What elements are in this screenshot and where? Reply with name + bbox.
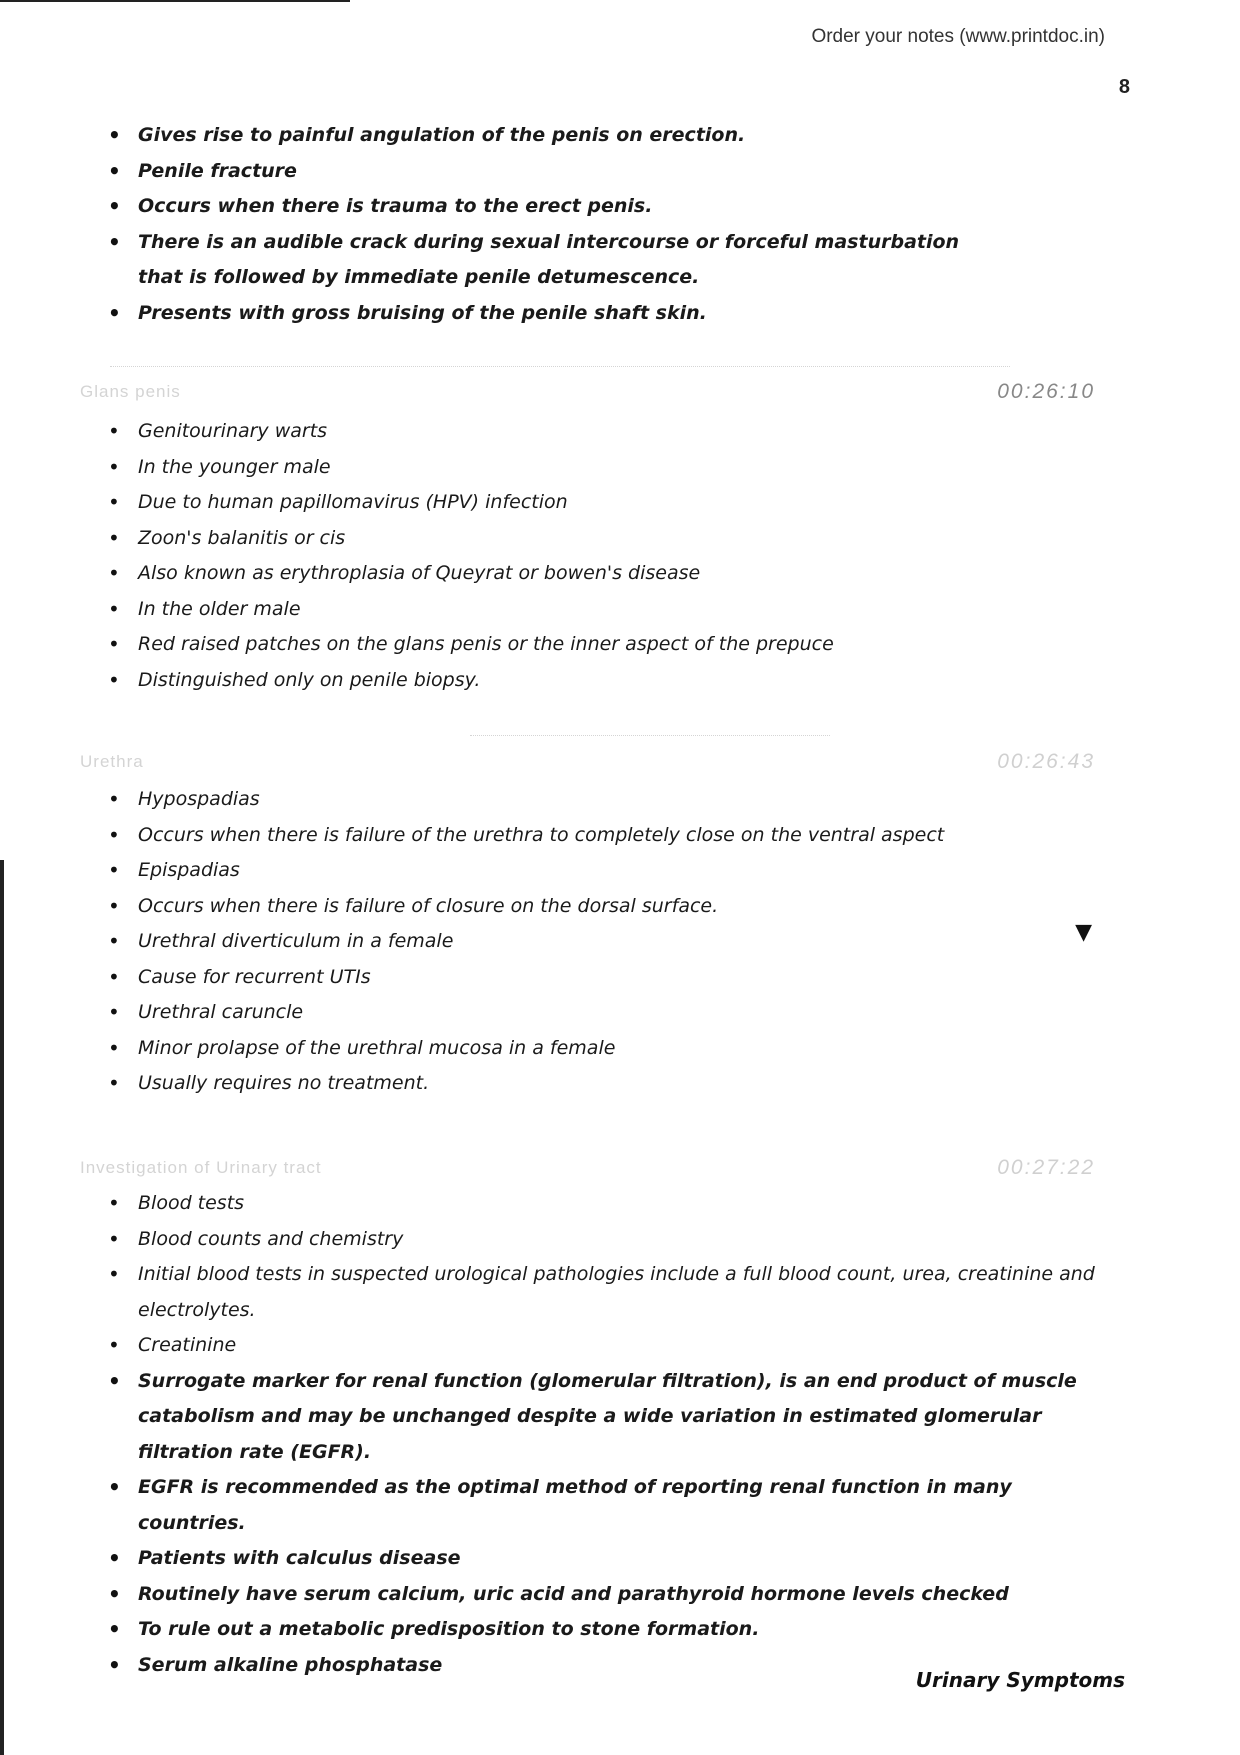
header-note: Order your notes (www.printdoc.in) [811,26,1105,47]
list-item: • Minor prolapse of the urethral mucosa in a female [108,1031,1038,1067]
list-item: • Also known as erythroplasia of Queyrat or bowen's disease [108,556,1008,592]
list-item: • Due to human papillomavirus (HPV) infection [108,485,1008,521]
list-item: • In the younger male [108,450,1008,486]
section-3-timestamp: 00:26:43 [997,750,1095,773]
list-item: • Usually requires no treatment. [108,1066,1038,1102]
section-2-timestamp: 00:26:10 [997,380,1095,403]
section-2-title: Glans penis [80,382,181,401]
list-item: • Routinely have serum calcium, uric acid and parathyroid hormone levels checked [108,1577,1108,1613]
list-item: • Blood counts and chemistry [108,1222,1108,1258]
list-item: • Occurs when there is failure of the urethra to completely close on the ventral aspect [108,818,1038,854]
list-item: • Distinguished only on penile biopsy. [108,663,1008,699]
list-item: • Urethral caruncle [108,995,1038,1031]
top-rule [0,0,350,2]
left-margin-rule [0,860,4,1755]
list-item: • Blood tests [108,1186,1108,1222]
faded-rule [470,735,830,737]
list-item: • Epispadias [108,853,1038,889]
section-4-list [108,1186,1108,1683]
list-item: • Gives rise to painful angulation of the penis on erection. [108,118,988,154]
list-item: • To rule out a metabolic predisposition to stone formation. [108,1612,1108,1648]
list-item: • Urethral diverticulum in a female [108,924,1038,960]
list-item: • Zoon's balanitis or cis [108,521,1008,557]
list-item: • Penile fracture [108,154,988,190]
section-3-list [108,782,1038,1102]
scan-mark: ▼ [1075,920,1092,945]
list-item: • Serum alkaline phosphatase [108,1648,1108,1684]
list-item: • Patients with calculus disease [108,1541,1108,1577]
list-item: • Hypospadias [108,782,1038,818]
list-item: • Surrogate marker for renal function (glomerular filtration), is an end product of muscle catabolism and may be unchanged despite a wide variation in estimated glomerular filtration rate (EGFR). [108,1364,1108,1471]
page-number: 8 [1118,76,1130,98]
list-item: • Occurs when there is failure of closure on the dorsal surface. [108,889,1038,925]
section-4-title: Investigation of Urinary tract [80,1158,322,1177]
footer-title: Urinary Symptoms [915,1668,1125,1692]
list-item: • Cause for recurrent UTIs [108,960,1038,996]
section-1-list [108,118,988,331]
list-item: • In the older male [108,592,1008,628]
list-item: • Creatinine [108,1328,1108,1364]
list-item: • Genitourinary warts [108,414,1008,450]
section-3-title: Urethra [80,752,144,771]
section-4-timestamp: 00:27:22 [997,1156,1095,1179]
list-item: • EGFR is recommended as the optimal method of reporting renal function in many countries. [108,1470,1108,1541]
list-item: • Occurs when there is trauma to the erect penis. [108,189,988,225]
section-2-list [108,414,1008,698]
list-item: • Presents with gross bruising of the penile shaft skin. [108,296,988,332]
list-item: • Initial blood tests in suspected urological pathologies include a full blood count, urea, creatinine and electrolytes. [108,1257,1108,1328]
faded-rule [110,366,1010,368]
list-item: • Red raised patches on the glans penis or the inner aspect of the prepuce [108,627,1008,663]
list-item: • There is an audible crack during sexual intercourse or forceful masturbation that is followed by immediate penile detumescence. [108,225,988,296]
